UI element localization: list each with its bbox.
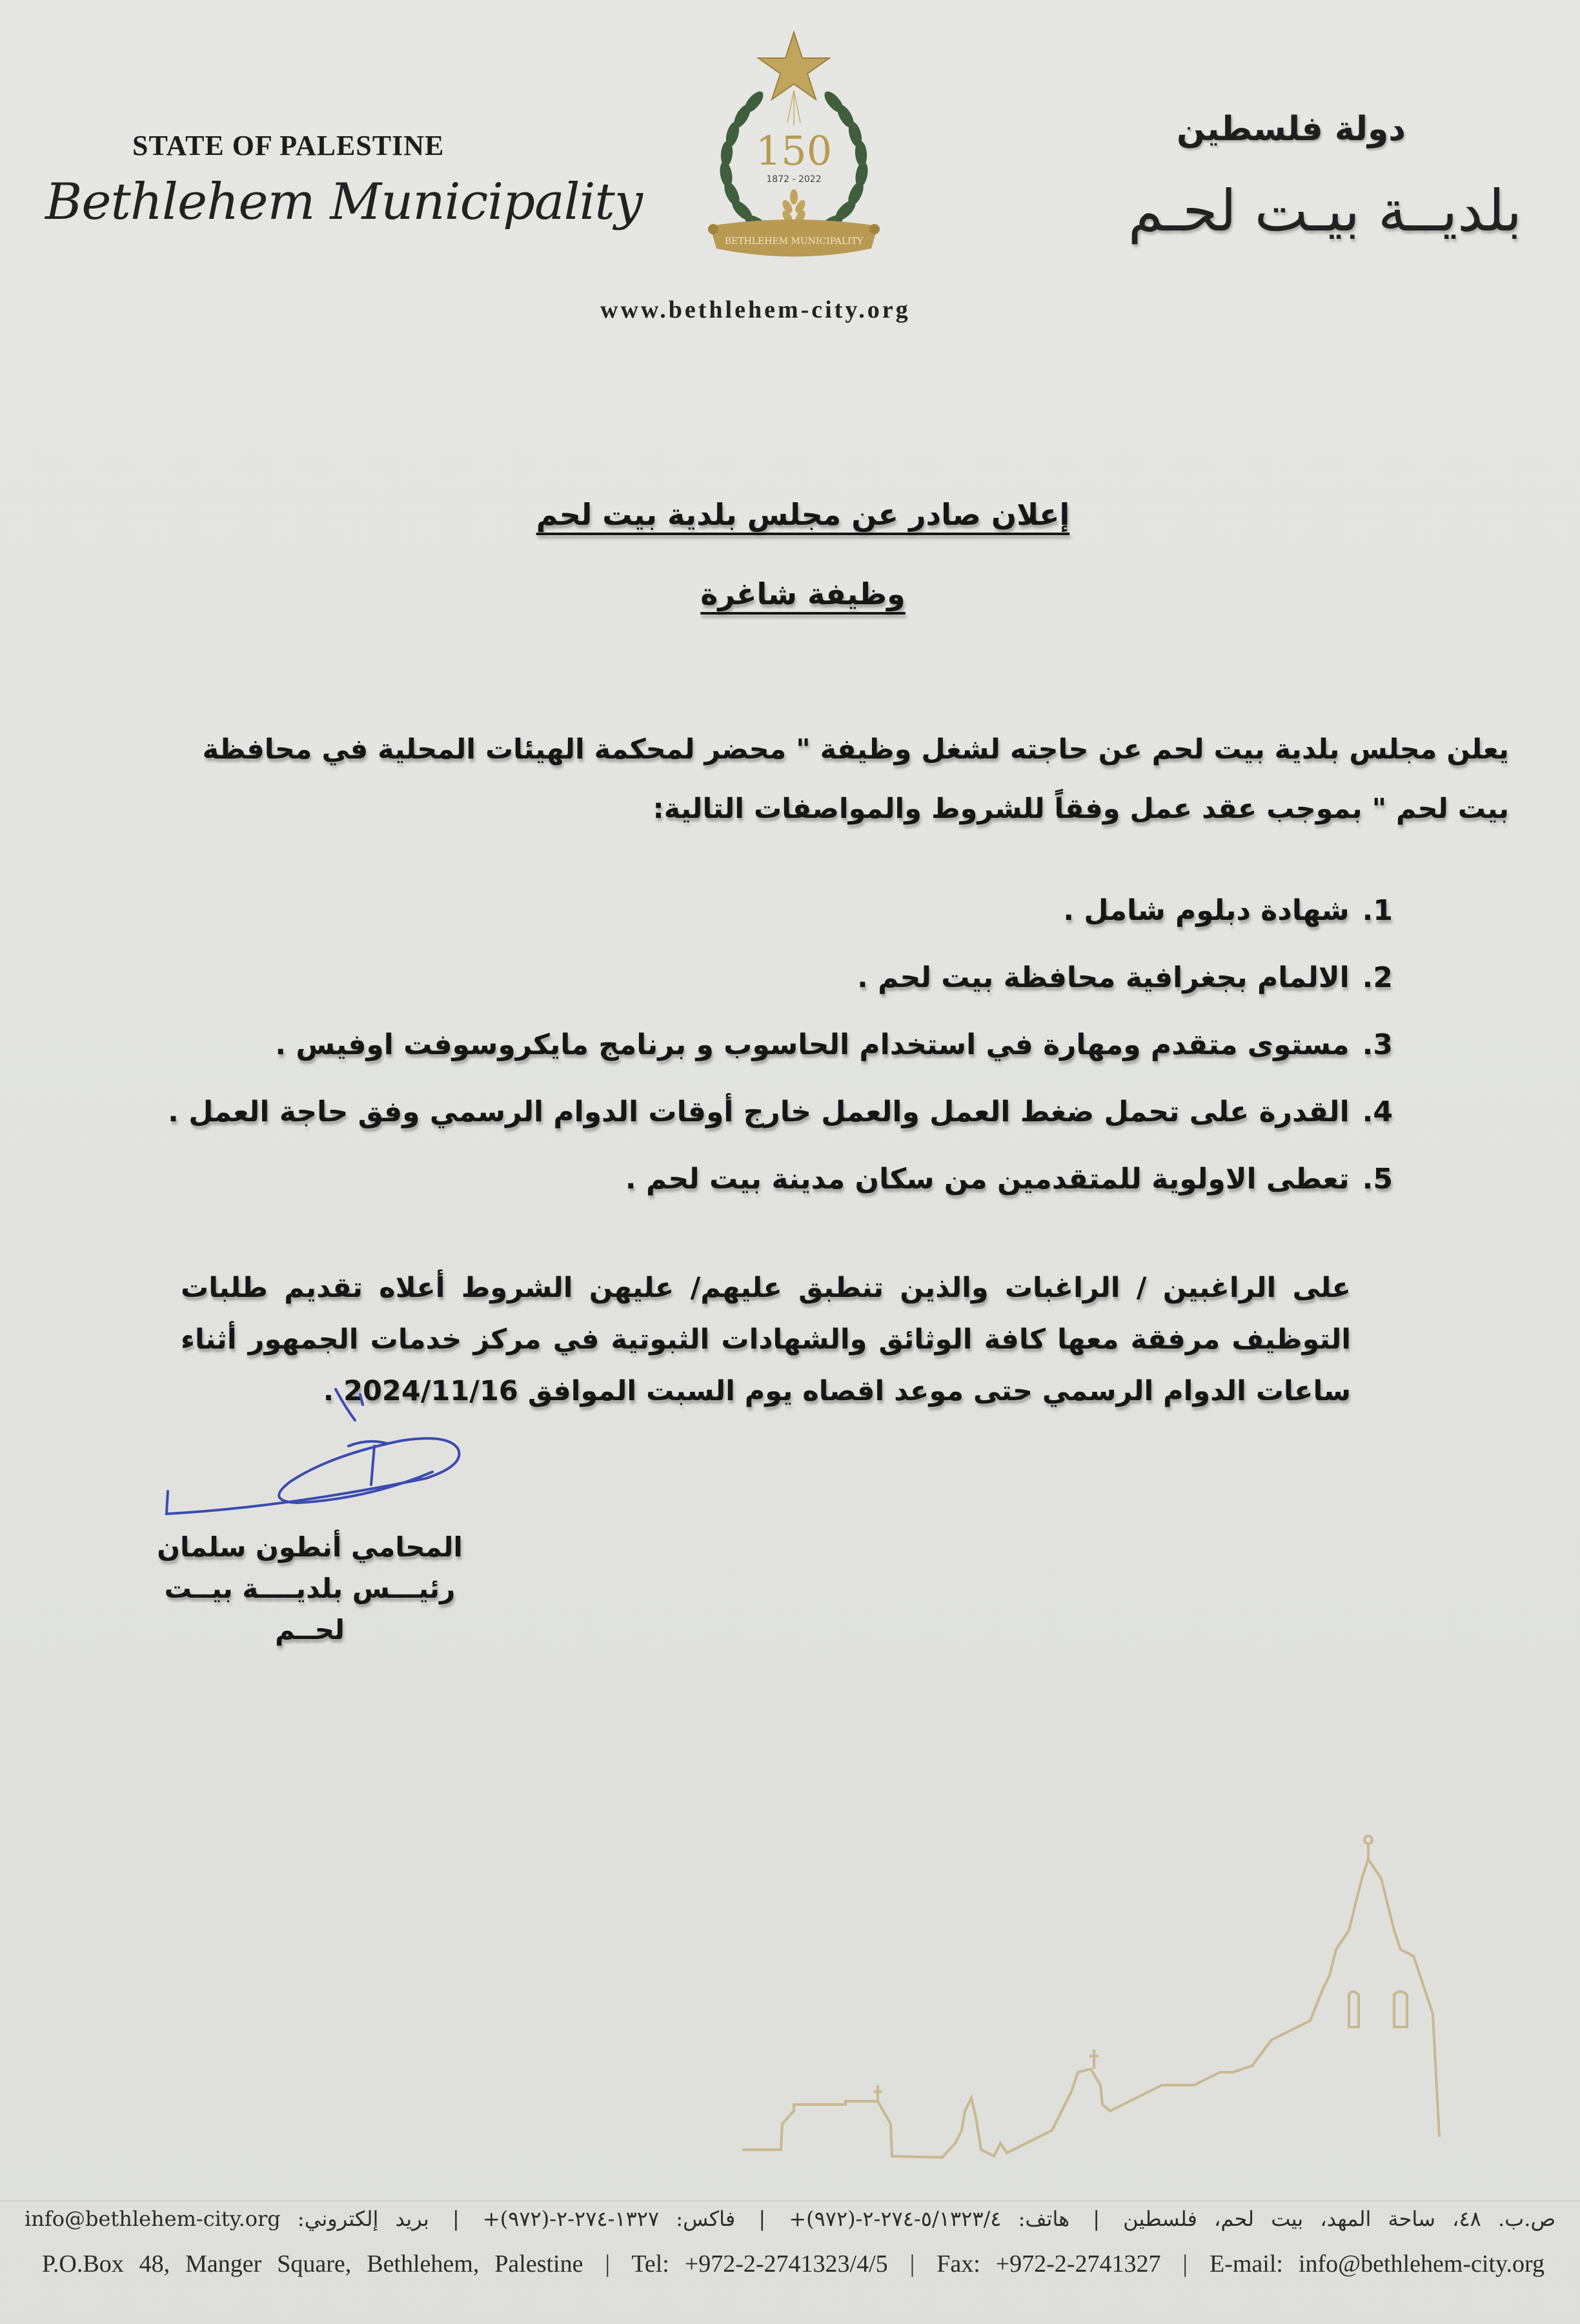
requirement-item: 4.القدرة على تحمل ضغط العمل والعمل خارج أوقات الدوام الرسمي وفق حاجة العمل . bbox=[168, 1096, 1393, 1128]
footer-en-address: P.O.Box 48, Manger Square, Bethlehem, Palestine bbox=[42, 2250, 583, 2278]
signatory-name: المحامي أنطون سلمان bbox=[157, 1531, 463, 1563]
footer-english-contact: P.O.Box 48, Manger Square, Bethlehem, Palestine | Tel: +972-2-2741323/4/5 | Fax: +972-2-2741327 | E-mail: info@bethlehem-city.org bbox=[42, 2250, 1545, 2278]
state-of-palestine-en: STATE OF PALESTINE bbox=[132, 130, 445, 161]
footer-en-fax: Fax: +972-2-2741327 bbox=[937, 2250, 1161, 2278]
municipality-name-ar: بلديــة بيـت لحـم bbox=[1128, 178, 1522, 244]
signatory bbox=[129, 1527, 491, 1651]
intro-paragraph: يعلن مجلس بلدية بيت لحم عن حاجته لشغل وظيفة " محضر لمحكمة الهيئات المحلية في محافظة بيت لحم " بموجب عقد عمل وفقاً للشروط والمواصفات التالية: bbox=[202, 733, 1509, 825]
closing-paragraph: على الراغبين / الراغبات والذين تنطبق عليهم/ عليهن الشروط أعلاه تقديم طلبات التوظيف مرفقة معها كافة الوثائق والشهادات الثبوتية في مركز خدمات الجمهور أثناء ساعات الدوام الرسمي حتى موعد اقصاه يوم السبت الموافق 2024/11/16 . bbox=[181, 1272, 1351, 1407]
footer-ar-phone: هاتف: ٥/١٣٢٣/٤-٢٧٤-٢-(٩٧٢)+ bbox=[789, 2207, 1070, 2231]
footer-arabic-contact: ص.ب. ٤٨، ساحة المهد، بيت لحم، فلسطين | هاتف: ٥/١٣٢٣/٤-٢٧٤-٢-(٩٧٢)+ | فاكس: ١٣٢٧-٢٧٤-٢-(٩٧٢)+ | بريد إلكتروني: info@bethlehem-city.org bbox=[25, 2207, 1556, 2231]
requirements-list bbox=[168, 894, 1393, 1230]
website-url[interactable]: www.bethlehem-city.org bbox=[600, 296, 911, 323]
signatory-position: رئيـــس بلديــــة بيــت لحــم bbox=[164, 1573, 456, 1646]
svg-text:1872 - 2022: 1872 - 2022 bbox=[766, 174, 822, 185]
footer-ar-email[interactable]: بريد إلكتروني: info@bethlehem-city.org bbox=[25, 2207, 429, 2231]
bethlehem-skyline-watermark-icon bbox=[742, 1827, 1580, 2176]
state-of-palestine-ar: دولة فلسطين bbox=[1176, 110, 1406, 148]
requirement-item: 3.مستوى متقدم ومهارة في استخدام الحاسوب و برنامج مايكروسوفت اوفيس . bbox=[275, 1028, 1393, 1061]
announcement-subtitle: وظيفة شاغرة bbox=[700, 576, 906, 611]
requirement-item: 5.تعطى الاولوية للمتقدمين من سكان مدينة بيت لحم . bbox=[625, 1163, 1393, 1196]
handwritten-signature-icon bbox=[155, 1381, 503, 1530]
announcement-title: إعلان صادر عن مجلس بلدية بيت لحم bbox=[536, 497, 1070, 532]
requirement-item: 1.شهادة دبلوم شامل . bbox=[1063, 894, 1393, 927]
footer-en-tel: Tel: +972-2-2741323/4/5 bbox=[631, 2250, 888, 2278]
requirement-item: 2.الالمام بجغرافية محافظة بيت لحم . bbox=[857, 961, 1393, 994]
footer-divider bbox=[0, 2200, 1580, 2201]
footer-ar-address: ص.ب. ٤٨، ساحة المهد، بيت لحم، فلسطين bbox=[1123, 2207, 1556, 2231]
svg-text:BETHLEHEM MUNICIPALITY: BETHLEHEM MUNICIPALITY bbox=[724, 236, 864, 247]
municipality-name-en: Bethlehem Municipality bbox=[45, 173, 642, 231]
municipality-logo-icon bbox=[678, 19, 910, 258]
svg-text:150: 150 bbox=[755, 127, 833, 174]
footer-en-email[interactable]: E-mail: info@bethlehem-city.org bbox=[1209, 2250, 1545, 2278]
footer-ar-fax: فاكس: ١٣٢٧-٢٧٤-٢-(٩٧٢)+ bbox=[482, 2207, 736, 2231]
